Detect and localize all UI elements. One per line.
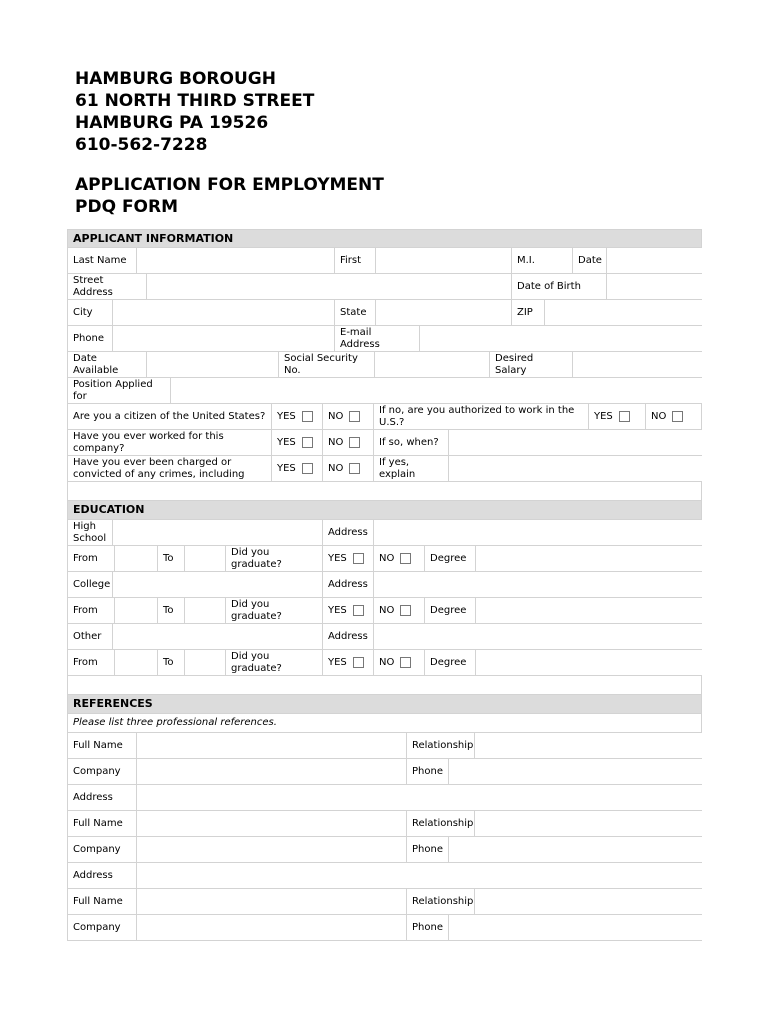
label-from: From	[68, 546, 115, 571]
label-address: Address	[68, 785, 137, 810]
row-city	[67, 300, 702, 326]
ref2-name-field[interactable]	[137, 811, 407, 836]
high-school-field[interactable]	[113, 520, 323, 545]
label-college: College	[68, 572, 113, 597]
spacer-row	[67, 482, 702, 501]
hs-to-field[interactable]	[185, 546, 226, 571]
worked-no-label: NO	[328, 436, 344, 448]
convicted-yes[interactable]	[272, 456, 323, 481]
desired-salary-field[interactable]	[573, 352, 702, 377]
date-available-field[interactable]	[147, 352, 279, 377]
row-high-school	[67, 520, 702, 546]
row-name	[67, 248, 702, 274]
college-yes-checkbox[interactable]	[353, 605, 364, 616]
citizen-no[interactable]	[323, 404, 374, 429]
references-instruction: Please list three professional references.	[73, 717, 277, 728]
row-phone	[67, 326, 702, 352]
worked-no-checkbox[interactable]	[349, 437, 360, 448]
other-from-field[interactable]	[115, 650, 158, 675]
label-citizen-question: Are you a citizen of the United States?	[68, 404, 272, 429]
row-college-dates	[67, 598, 702, 624]
label-phone: Phone	[407, 759, 449, 784]
row-other	[67, 624, 702, 650]
label-from: From	[68, 598, 115, 623]
ref1-address-field[interactable]	[137, 785, 702, 810]
authorized-yes-checkbox[interactable]	[619, 411, 630, 422]
section-education	[67, 501, 702, 520]
employment-form	[67, 229, 702, 941]
convicted-no-checkbox[interactable]	[349, 463, 360, 474]
label-relationship: Relationship	[407, 733, 475, 758]
org-name: HAMBURG BOROUGH	[75, 69, 276, 89]
college-no-checkbox[interactable]	[400, 605, 411, 616]
college-yes-label: YES	[328, 604, 347, 616]
label-email: E-mail Address	[335, 326, 420, 351]
label-last-name: Last Name	[68, 248, 137, 273]
row-ref3-company	[67, 915, 702, 941]
other-address-field[interactable]	[374, 624, 702, 649]
city-field[interactable]	[113, 300, 335, 325]
other-no-checkbox[interactable]	[400, 657, 411, 668]
row-ref2-name	[67, 811, 702, 837]
date-field[interactable]	[607, 248, 702, 273]
convicted-no-label: NO	[328, 462, 344, 474]
citizen-yes[interactable]	[272, 404, 323, 429]
label-relationship: Relationship	[407, 889, 475, 914]
label-full-name: Full Name	[68, 733, 137, 758]
worked-yes-label: YES	[277, 436, 296, 448]
label-other: Other	[68, 624, 113, 649]
ref2-phone-field[interactable]	[449, 837, 702, 862]
email-field[interactable]	[420, 326, 702, 351]
dob-field[interactable]	[607, 274, 702, 299]
label-from: From	[68, 650, 115, 675]
row-citizen	[67, 404, 702, 430]
org-city-line: HAMBURG PA 19526	[75, 113, 269, 133]
row-ref1-name	[67, 733, 702, 759]
label-address: Address	[323, 572, 374, 597]
row-convicted	[67, 456, 702, 482]
worked-when-field[interactable]	[449, 430, 702, 455]
other-degree-field[interactable]	[476, 650, 702, 675]
row-ref3-name	[67, 889, 702, 915]
zip-field[interactable]	[545, 300, 702, 325]
other-no[interactable]	[374, 650, 425, 675]
other-no-label: NO	[379, 656, 395, 668]
hs-no[interactable]	[374, 546, 425, 571]
hs-no-checkbox[interactable]	[400, 553, 411, 564]
org-street: 61 NORTH THIRD STREET	[75, 91, 315, 111]
state-field[interactable]	[376, 300, 512, 325]
section-heading: EDUCATION	[73, 503, 145, 516]
college-to-field[interactable]	[185, 598, 226, 623]
row-high-school-dates	[67, 546, 702, 572]
ssn-field[interactable]	[375, 352, 490, 377]
label-degree: Degree	[425, 546, 476, 571]
other-school-field[interactable]	[113, 624, 323, 649]
worked-yes-checkbox[interactable]	[302, 437, 313, 448]
label-degree: Degree	[425, 598, 476, 623]
form-title-line1: APPLICATION FOR EMPLOYMENT	[75, 175, 384, 195]
citizen-no-checkbox[interactable]	[349, 411, 360, 422]
label-worked-question: Have you ever worked for this company?	[68, 430, 272, 455]
label-relationship: Relationship	[407, 811, 475, 836]
section-applicant	[67, 229, 702, 248]
label-date-available: Date Available	[68, 352, 147, 377]
ref1-phone-field[interactable]	[449, 759, 702, 784]
explain-field[interactable]	[449, 456, 702, 481]
label-address: Address	[68, 863, 137, 888]
ref2-address-field[interactable]	[137, 863, 702, 888]
section-heading: APPLICANT INFORMATION	[73, 231, 234, 245]
label-address: Address	[323, 624, 374, 649]
ref3-relationship-field[interactable]	[475, 889, 702, 914]
label-ssn: Social Security No.	[279, 352, 375, 377]
first-name-field[interactable]	[376, 248, 512, 273]
label-to: To	[158, 650, 185, 675]
college-no[interactable]	[374, 598, 425, 623]
citizen-no-label: NO	[328, 410, 344, 422]
worked-no[interactable]	[323, 430, 374, 455]
label-desired-salary: Desired Salary	[490, 352, 573, 377]
ref3-phone-field[interactable]	[449, 915, 702, 940]
label-graduate: Did you graduate?	[226, 650, 323, 675]
row-worked	[67, 430, 702, 456]
ref2-company-field[interactable]	[137, 837, 407, 862]
citizen-yes-checkbox[interactable]	[302, 411, 313, 422]
college-yes[interactable]	[323, 598, 374, 623]
college-address-field[interactable]	[374, 572, 702, 597]
college-no-label: NO	[379, 604, 395, 616]
label-to: To	[158, 598, 185, 623]
row-ref1-address	[67, 785, 702, 811]
college-from-field[interactable]	[115, 598, 158, 623]
ref1-relationship-field[interactable]	[475, 733, 702, 758]
other-to-field[interactable]	[185, 650, 226, 675]
label-state: State	[335, 300, 376, 325]
citizen-yes-label: YES	[277, 410, 296, 422]
convicted-yes-checkbox[interactable]	[302, 463, 313, 474]
label-first: First	[335, 248, 376, 273]
label-street-address: Street Address	[68, 274, 147, 299]
label-degree: Degree	[425, 650, 476, 675]
label-company: Company	[68, 915, 137, 940]
label-if-yes-explain: If yes, explain	[374, 456, 449, 481]
row-ref2-company	[67, 837, 702, 863]
position-field[interactable]	[171, 378, 702, 403]
label-company: Company	[68, 759, 137, 784]
convicted-no[interactable]	[323, 456, 374, 481]
label-graduate: Did you graduate?	[226, 598, 323, 623]
label-mi: M.I.	[512, 248, 573, 273]
organization-header	[75, 68, 314, 156]
ref1-company-field[interactable]	[137, 759, 407, 784]
label-city: City	[68, 300, 113, 325]
row-other-dates	[67, 650, 702, 676]
street-address-field[interactable]	[147, 274, 512, 299]
label-date: Date	[573, 248, 607, 273]
label-full-name: Full Name	[68, 889, 137, 914]
label-to: To	[158, 546, 185, 571]
label-phone: Phone	[407, 837, 449, 862]
other-yes-label: YES	[328, 656, 347, 668]
convicted-yes-label: YES	[277, 462, 296, 474]
label-graduate: Did you graduate?	[226, 546, 323, 571]
row-position	[67, 378, 702, 404]
spacer-row	[67, 676, 702, 695]
hs-from-field[interactable]	[115, 546, 158, 571]
ref3-company-field[interactable]	[137, 915, 407, 940]
row-ref2-address	[67, 863, 702, 889]
phone-field[interactable]	[113, 326, 335, 351]
form-title	[75, 174, 384, 218]
row-ref1-company	[67, 759, 702, 785]
form-title-line2: PDQ FORM	[75, 197, 179, 217]
other-yes-checkbox[interactable]	[353, 657, 364, 668]
high-school-address-field[interactable]	[374, 520, 702, 545]
authorized-no[interactable]	[646, 404, 702, 429]
hs-no-label: NO	[379, 552, 395, 564]
label-convicted-question: Have you ever been charged or convicted of any crimes, including	[68, 456, 272, 481]
org-phone: 610-562-7228	[75, 135, 208, 155]
label-phone: Phone	[68, 326, 113, 351]
college-field[interactable]	[113, 572, 323, 597]
authorized-no-label: NO	[651, 410, 667, 422]
label-phone: Phone	[407, 915, 449, 940]
section-references	[67, 695, 702, 714]
last-name-field[interactable]	[137, 248, 335, 273]
row-instruction	[67, 714, 702, 733]
label-address: Address	[323, 520, 374, 545]
label-authorized-question: If no, are you authorized to work in the U.S.?	[374, 404, 589, 429]
authorized-yes-label: YES	[594, 410, 613, 422]
row-street	[67, 274, 702, 300]
hs-degree-field[interactable]	[476, 546, 702, 571]
label-if-so-when: If so, when?	[374, 430, 449, 455]
college-degree-field[interactable]	[476, 598, 702, 623]
label-zip: ZIP	[512, 300, 545, 325]
worked-yes[interactable]	[272, 430, 323, 455]
ref1-name-field[interactable]	[137, 733, 407, 758]
ref3-name-field[interactable]	[137, 889, 407, 914]
label-full-name: Full Name	[68, 811, 137, 836]
label-dob: Date of Birth	[512, 274, 607, 299]
ref2-relationship-field[interactable]	[475, 811, 702, 836]
hs-yes-checkbox[interactable]	[353, 553, 364, 564]
row-college	[67, 572, 702, 598]
label-high-school: High School	[68, 520, 113, 545]
section-heading: REFERENCES	[73, 697, 153, 710]
other-yes[interactable]	[323, 650, 374, 675]
authorized-yes[interactable]	[589, 404, 646, 429]
hs-yes-label: YES	[328, 552, 347, 564]
row-availability	[67, 352, 702, 378]
hs-yes[interactable]	[323, 546, 374, 571]
label-company: Company	[68, 837, 137, 862]
label-position: Position Applied for	[68, 378, 171, 403]
authorized-no-checkbox[interactable]	[672, 411, 683, 422]
